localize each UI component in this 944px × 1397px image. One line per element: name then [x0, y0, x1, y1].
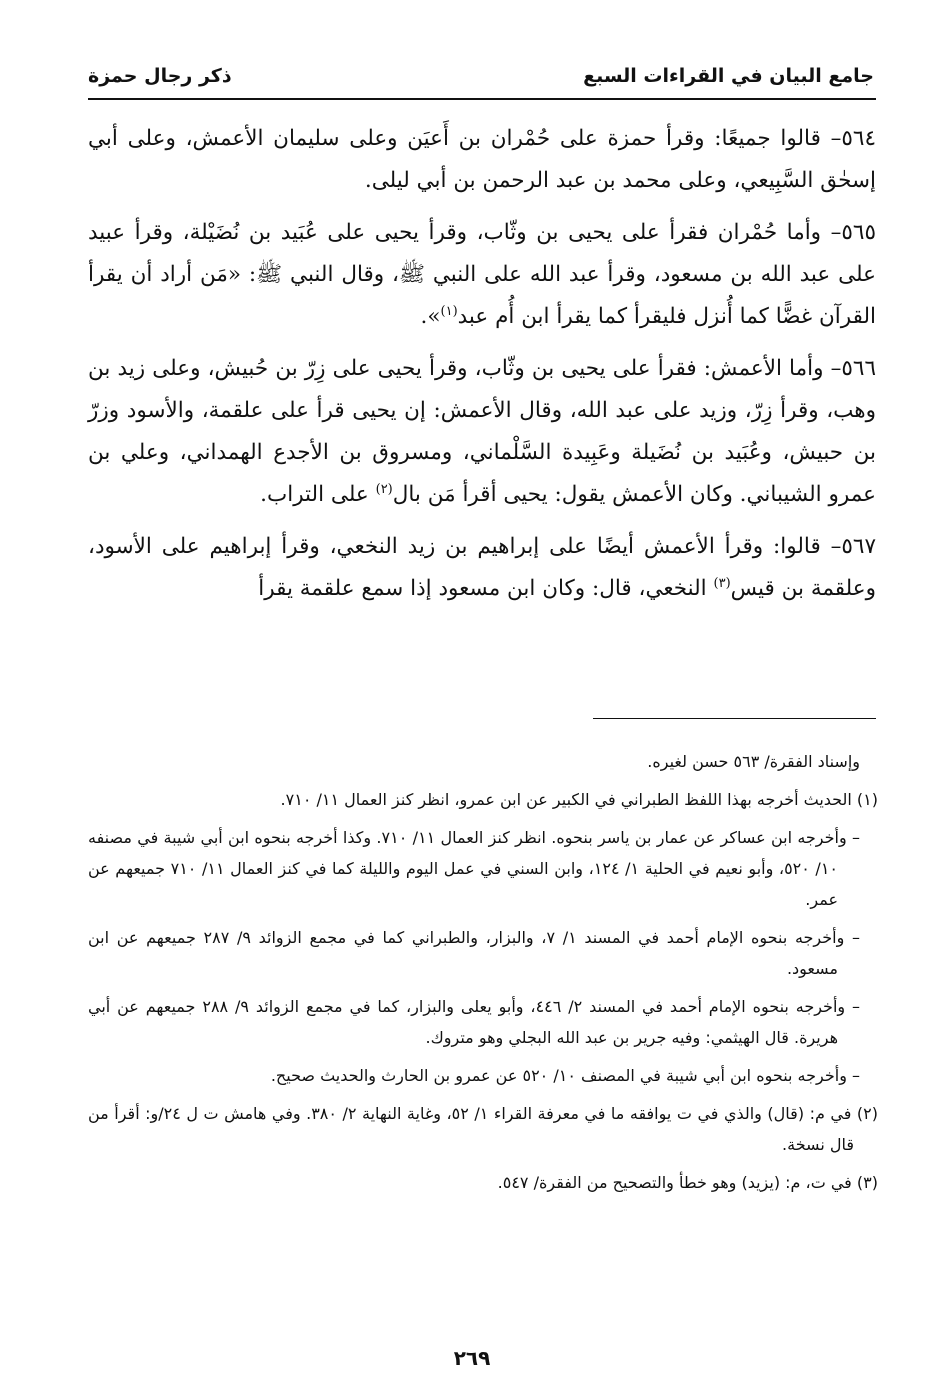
page-number: ٢٦٩: [453, 1346, 491, 1370]
footnote-1-sub: – وأخرجه بنحوه الإمام أحمد في المسند ٢/ ٤٤٦، وأبو يعلى والبزار، كما في مجمع الزوائد ٩/ ٢٨٨ جميعهم عن أبي هريرة. قال الهيثمي: وفيه جرير بن عبد الله البجلي وهو متروك.: [88, 997, 860, 1047]
footnote-1-sub: – وأخرجه ابن عساكر عن عمار بن ياسر بنحوه. انظر كنز العمال ١١/ ٧١٠. وكذا أخرجه بنحوه ابن أبي شيبة في مصنفه ١٠/ ٥٢٠، وأبو نعيم في الحلية ١/ ١٢٤، وابن السني في عمل اليوم والليلة كما في كنز العمال ١١/ ٧١٠ جميعهم عن عمر.: [88, 828, 861, 909]
footnote-ref-2[interactable]: (٢): [375, 481, 393, 497]
paragraph-566: ٥٦٦– وأما الأعمش: فقرأ على يحيى بن وثّاب، وقرأ يحيى على زِرّ بن حُبيش، وعلى زيد بن وهب، وقرأ زِرّ، وزيد على عبد الله، وقال الأعمش: إن يحيى قرأ على علقمة، والأسود وزرّ بن حبيش، وعُبَيد بن نُضَيلة وعَبِيدة السَّلْماني، ومسروق بن الأجدع الهمداني، وعلي بن عمرو الشيباني. وكان الأعمش يقول: يحيى أقرأ مَن بال$^{(٢)}$ على التراب.: [88, 356, 876, 507]
footnote-divider: [593, 718, 876, 719]
running-header: [88, 58, 874, 94]
footnote-1: (١) الحديث أخرجه بهذا اللفظ الطبراني في الكبير عن ابن عمرو، انظر كنز العمال ١١/ ٧١٠.: [280, 790, 878, 809]
section-title: ذكر رجال حمزة: [88, 65, 232, 87]
footnote-ref-3[interactable]: (٣): [713, 575, 731, 591]
book-title: جامع البيان في القراءات السبع: [583, 65, 874, 87]
footnote-1-sub: – وأخرجه بنحوه ابن أبي شيبة في المصنف ١٠/ ٥٢٠ عن عمرو بن الحارث والحديث صحيح.: [270, 1066, 860, 1085]
footnote-2: (٢) في م: (قال) والذي في ت يوافقه ما في معرفة القراء ١/ ٥٢، وغاية النهاية ٢/ ٣٨٠. وفي هامش ت ل ٢٤/و: أقرأ من قال نسخة.: [88, 1104, 878, 1154]
footnote-ref-1[interactable]: (١): [440, 303, 458, 319]
paragraph-567: ٥٦٧– قالوا: وقرأ الأعمش أيضًا على إبراهيم بن زيد النخعي، وقرأ إبراهيم على الأسود، وعلقمة بن قيس$^{(٣)}$ النخعي، قال: وكان ابن مسعود إذا سمع علقمة يقرأ: [88, 534, 876, 601]
footnotes: [88, 746, 878, 1205]
paragraph-565: ٥٦٥– وأما حُمْران فقرأ على يحيى بن وثّاب، وقرأ يحيى على عُبَيد بن نُضَيْلة، وقرأ عبيد على عبد الله بن مسعود، وقرأ عبد الله على النبي ﷺ، وقال النبي ﷺ: «مَن أراد أن يقرأ القرآن غضًّا كما أُنزل فليقرأ كما يقرأ ابن أُم عبد$^{(١)}$».: [88, 220, 876, 329]
paragraph-564: ٥٦٤– قالوا جميعًا: وقرأ حمزة على حُمْران بن أَعيَن وعلى سليمان الأعمش، وعلى أبي إسحٰق السَّبِيعي، وعلى محمد بن عبد الرحمن بن أبي ليلى.: [88, 126, 876, 193]
footnote-3: (٣) في ت، م: (يزيد) وهو خطأ والتصحيح من الفقرة/ ٥٤٧.: [497, 1173, 878, 1192]
footnote-isnad: وإسناد الفقرة/ ٥٦٣ حسن لغيره.: [647, 752, 860, 771]
footnote-1-sub: – وأخرجه بنحوه الإمام أحمد في المسند ١/ ٧، والبزار، والطبراني كما في مجمع الزوائد ٩/ ٢٨٧ جميعهم عن ابن مسعود.: [88, 928, 860, 978]
main-text: [88, 118, 876, 620]
header-divider: [88, 98, 876, 100]
